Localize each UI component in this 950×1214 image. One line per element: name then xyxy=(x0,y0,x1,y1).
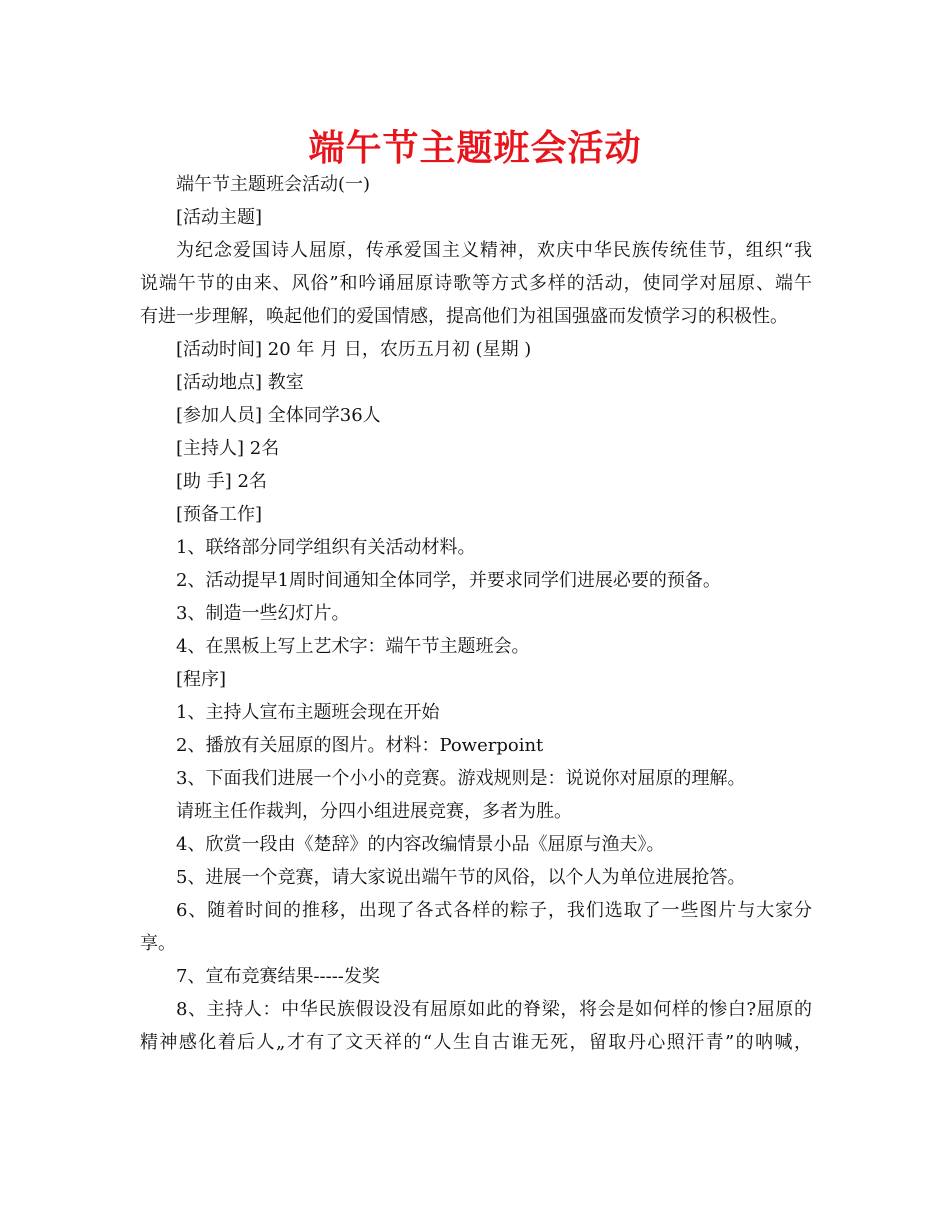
assistant: [助 手] 2名 xyxy=(176,471,267,492)
list-item: 5、进展一个竞赛，请大家说出端午节的风俗，以个人为单位进展抢答。 xyxy=(176,867,746,888)
list-item: 4、在黑板上写上艺术字：端午节主题班会。 xyxy=(176,636,530,657)
host: [主持人] 2名 xyxy=(176,438,280,459)
list-item: 1、联络部分同学组织有关活动材料。 xyxy=(176,537,476,558)
list-item: 3、制造一些幻灯片。 xyxy=(176,603,350,624)
participants: [参加人员] 全体同学36人 xyxy=(176,405,381,426)
activity-location: [活动地点] 教室 xyxy=(176,372,304,393)
list-item: 6、随着时间的推移，出现了各式各样的粽子，我们选取了一些图片与大家分 xyxy=(176,900,812,921)
list-item: 2、播放有关屈原的图片。材料：Powerpoint xyxy=(176,735,544,756)
list-item: 8、主持人：中华民族假设没有屈原如此的脊梁，将会是如何样的惨白?屈原的 xyxy=(176,999,812,1020)
document-title: 端午节主题班会活动 xyxy=(308,128,642,169)
list-item-continuation: 享。 xyxy=(140,933,176,954)
paragraph-line: 说端午节的由来、风俗”和吟诵屈原诗歌等方式多样的活动，使同学对屈原、端午 xyxy=(140,273,812,294)
list-item: 7、宣布竞赛结果-----发奖 xyxy=(176,966,380,987)
document-body xyxy=(140,168,812,1059)
list-item-continuation: 精神感化着后人„才有了文天祥的“人生自古谁无死，留取丹心照汗青”的呐喊， xyxy=(140,1032,812,1053)
bracket-heading-preparation: [预备工作] xyxy=(176,504,263,525)
bracket-heading-program: [程序] xyxy=(176,669,227,690)
paragraph-line: 为纪念爱国诗人屈原，传承爱国主义精神，欢庆中华民族传统佳节，组织“我 xyxy=(176,240,812,261)
list-item-continuation: 请班主任作裁判，分四小组进展竞赛，多者为胜。 xyxy=(176,801,572,822)
list-item: 3、下面我们进展一个小小的竞赛。游戏规则是：说说你对屈原的理解。 xyxy=(176,768,746,789)
list-item: 4、欣赏一段由《楚辞》的内容改编情景小品《屈原与渔夫》。 xyxy=(176,834,665,855)
list-item: 2、活动提早1周时间通知全体同学，并要求同学们进展必要的预备。 xyxy=(176,570,721,591)
bracket-heading-theme: [活动主题] xyxy=(176,207,263,228)
activity-time: [活动时间] 20 年 月 日，农历五月初 (星期 ) xyxy=(176,339,532,360)
paragraph-line: 有进一步理解，唤起他们的爱国情感，提高他们为祖国强盛而发愤学习的积极性。 xyxy=(140,306,788,327)
list-item: 1、主持人宣布主题班会现在开始 xyxy=(176,702,440,723)
section-heading: 端午节主题班会活动(一) xyxy=(176,174,371,195)
